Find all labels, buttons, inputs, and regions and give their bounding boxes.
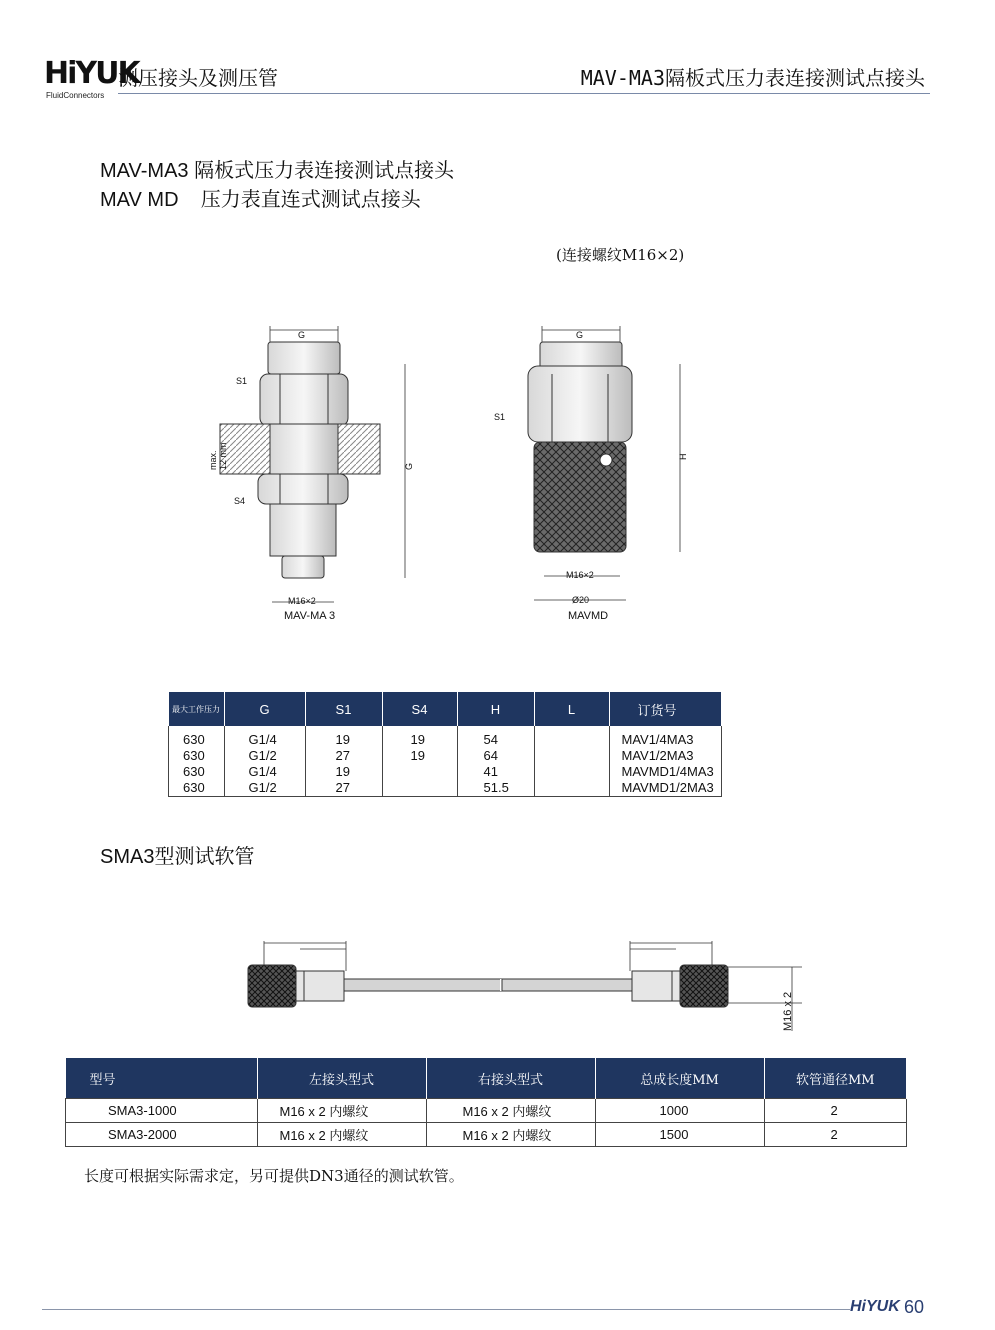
label-g-top-right: G — [576, 330, 584, 340]
table-row — [66, 1099, 907, 1123]
cell-right-conn: M16 x 2 内螺纹 — [426, 1099, 595, 1123]
page-title: MAV-MA3隔板式压力表连接测试点接头 — [580, 66, 925, 90]
product-title-1: MAV-MA3 隔板式压力表连接测试点接头 — [100, 160, 455, 182]
col-pressure: 630 630 630 630 — [169, 726, 225, 797]
col-l — [534, 726, 609, 797]
spec-table — [168, 692, 722, 797]
col-s4: 19 19 — [382, 726, 457, 797]
col-s1: 19 27 19 27 — [305, 726, 382, 797]
label-max: max. — [208, 450, 218, 470]
label-g-top-left: G — [298, 330, 306, 340]
header-pressure: 最大工作压力 — [169, 692, 225, 726]
cell-model: SMA3-2000 — [66, 1123, 258, 1147]
cell-bore: 2 — [764, 1099, 907, 1123]
footer-divider — [42, 1309, 850, 1310]
table-row — [66, 1123, 907, 1147]
header-h: H — [457, 692, 534, 726]
section-title: 测压接头及测压管 — [118, 66, 278, 90]
header-bore: 软管通径MM — [764, 1058, 907, 1099]
label-h-side: H — [678, 453, 688, 460]
brand-logo — [44, 56, 139, 104]
label-m16-right: M16×2 — [566, 570, 594, 580]
footer-brand: HiYUK — [850, 1298, 900, 1315]
label-s1-left: S1 — [236, 376, 248, 386]
caption-mav-ma3: MAV-MA 3 — [284, 610, 336, 622]
hose-drawing — [240, 935, 820, 1035]
logo-mark: HiYUK — [44, 56, 139, 91]
label-s4: S4 — [234, 496, 246, 506]
col-order: MAV1/4MA3 MAV1/2MA3 MAVMD1/4MA3 MAVMD1/2MA3 — [609, 726, 722, 797]
cell-length: 1500 — [595, 1123, 764, 1147]
hose-title: SMA3型测试软管 — [100, 846, 255, 868]
header-length: 总成长度MM — [595, 1058, 764, 1099]
header-right-conn: 右接头型式 — [426, 1058, 595, 1099]
header-model: 型号 — [66, 1058, 258, 1099]
product-title-2: MAV MD 压力表直连式测试点接头 — [100, 189, 421, 211]
label-g-side: G — [404, 462, 414, 470]
header-s1: S1 — [305, 692, 382, 726]
cell-left-conn: M16 x 2 内螺纹 — [257, 1099, 426, 1123]
cell-model: SMA3-1000 — [66, 1099, 258, 1123]
header-l: L — [534, 692, 609, 726]
logo-subtext: FluidConnectors — [46, 91, 105, 100]
col-h: 54 64 41 51.5 — [457, 726, 534, 797]
header-s4: S4 — [382, 692, 457, 726]
label-12mm: 12 mm — [218, 442, 228, 470]
label-s1-right: S1 — [494, 412, 506, 422]
technical-drawings — [200, 320, 720, 630]
cell-length: 1000 — [595, 1099, 764, 1123]
caption-mavmd: MAVMD — [568, 610, 609, 622]
page-number: 60 — [904, 1297, 925, 1317]
cell-bore: 2 — [764, 1123, 907, 1147]
col-g: G1/4 G1/2 G1/4 G1/2 — [224, 726, 305, 797]
label-m16-left: M16×2 — [288, 596, 316, 606]
thread-note: (连接螺纹M16×2) — [556, 246, 685, 264]
cell-right-conn: M16 x 2 内螺纹 — [426, 1123, 595, 1147]
label-dia20: Ø20 — [572, 595, 590, 605]
header-order: 订货号 — [609, 692, 722, 726]
header-left-conn: 左接头型式 — [257, 1058, 426, 1099]
header-divider — [118, 93, 930, 94]
footnote: 长度可根据实际需求定，另可提供DN3通径的测试软管。 — [84, 1167, 464, 1185]
hose-table — [65, 1058, 907, 1147]
header-g: G — [224, 692, 305, 726]
cell-left-conn: M16 x 2 内螺纹 — [257, 1123, 426, 1147]
hose-m16-label: M16 x 2 — [782, 991, 794, 1031]
